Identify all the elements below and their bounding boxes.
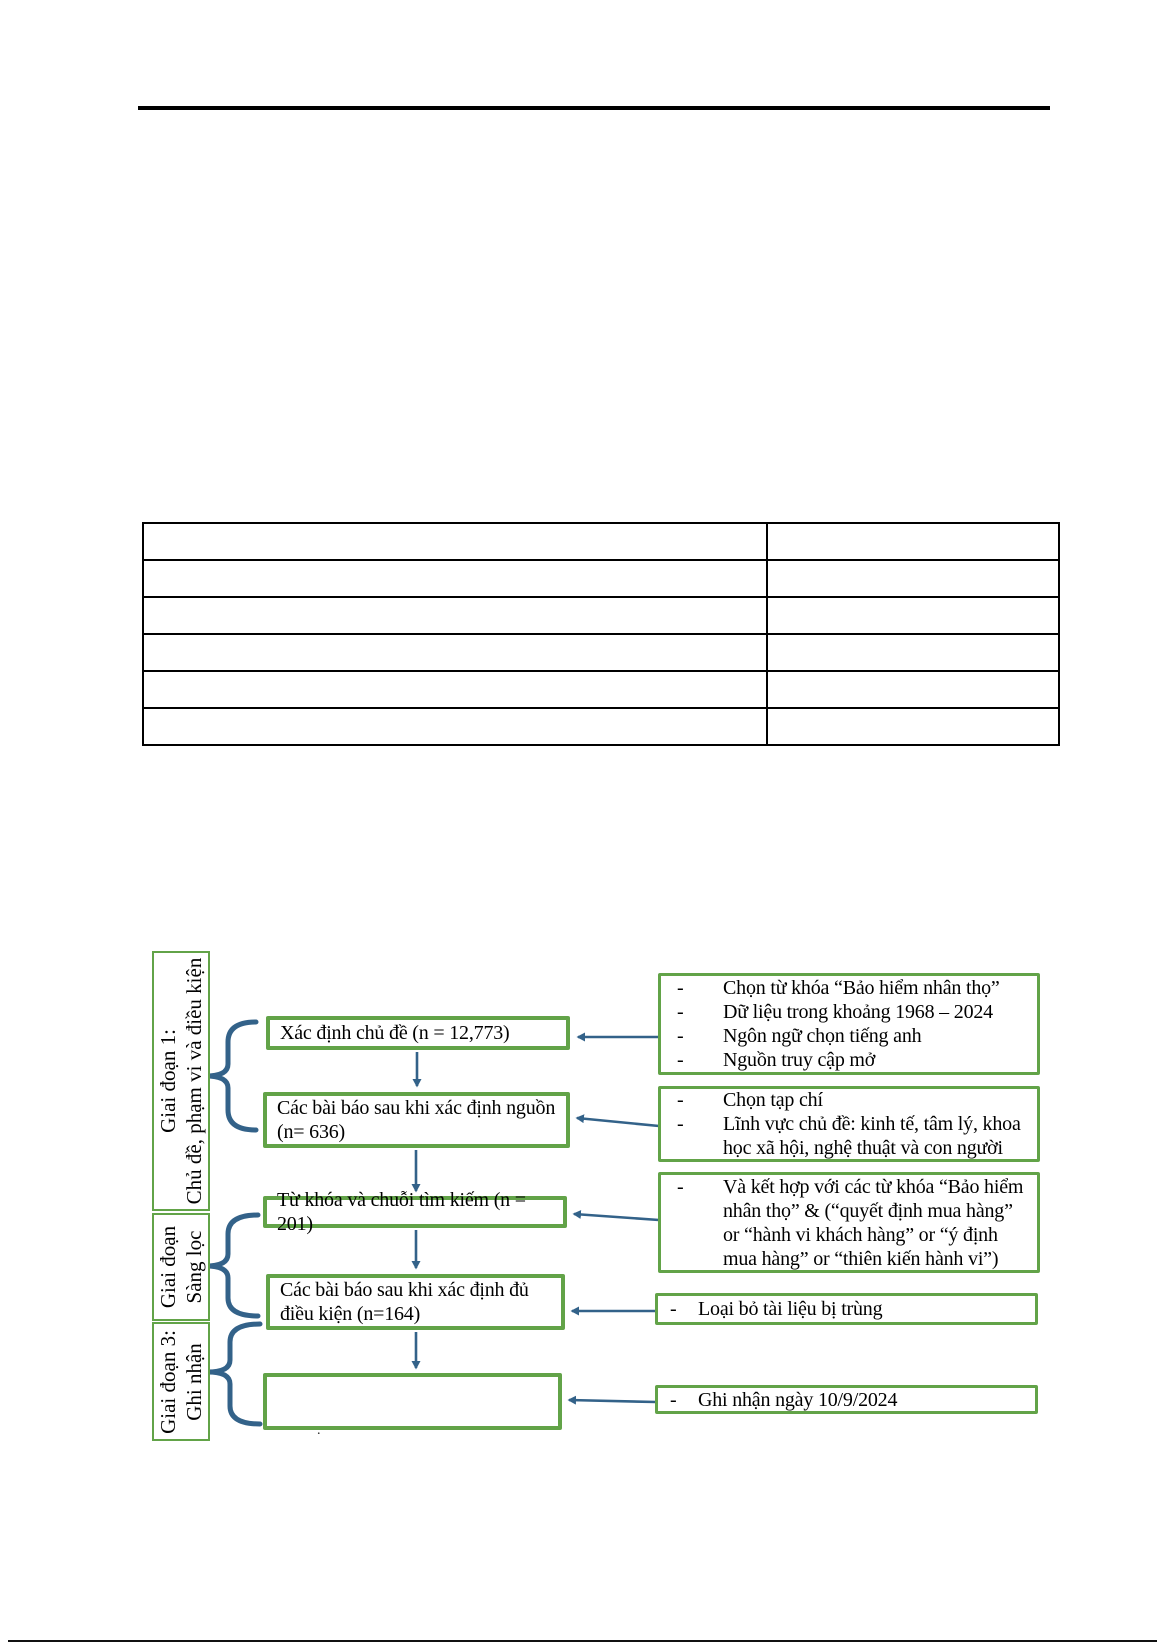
process-box-eligible <box>266 1274 565 1330</box>
empty-table <box>142 522 1060 746</box>
header-rule <box>138 106 1050 110</box>
footer-rule <box>8 1640 1157 1642</box>
criteria-item: Chọn từ khóa “Bảo hiểm nhân thọ” <box>723 977 1000 999</box>
stray-dot: . <box>317 1423 321 1438</box>
arrow-left-2 <box>577 1118 659 1126</box>
process-box-text: Các bài báo sau khi xác định nguồn (n= 636) <box>277 1097 556 1143</box>
criteria-item: Loại bỏ tài liệu bị trùng <box>698 1298 883 1320</box>
table-cell <box>767 523 1059 560</box>
table-row <box>143 708 1059 745</box>
bullet-dash: - <box>670 1298 677 1320</box>
stage-1-line-1: Giai đoạn 1: <box>156 1029 180 1133</box>
arrow-left-3 <box>574 1214 659 1220</box>
criteria-box-2 <box>658 1086 1040 1162</box>
table-row <box>143 597 1059 634</box>
stage-label-2 <box>152 1213 210 1321</box>
table-cell <box>767 708 1059 745</box>
table-cell <box>767 597 1059 634</box>
process-box-text: Từ khóa và chuỗi tìm kiếm (n = 201) <box>277 1189 526 1235</box>
table-row <box>143 560 1059 597</box>
bullet-dash: - <box>677 1025 684 1047</box>
stage-2-line-1: Giai đoạn <box>156 1225 180 1309</box>
bullet-dash: - <box>677 1175 684 1198</box>
process-box-keywords-search <box>263 1189 567 1235</box>
stage-3-line-2: Ghi nhận <box>182 1342 206 1421</box>
table-cell <box>143 708 767 745</box>
table-cell <box>143 634 767 671</box>
table-row <box>143 634 1059 671</box>
process-box-after-source <box>263 1092 570 1148</box>
table-cell <box>143 597 767 634</box>
brace-stage-2 <box>206 1215 258 1316</box>
table-cell <box>143 671 767 708</box>
criteria-item: Ngôn ngữ chọn tiếng anh <box>723 1025 922 1047</box>
stage-2-line-2: Sàng lọc <box>182 1230 206 1304</box>
table-cell <box>767 671 1059 708</box>
criteria-item: Và kết hợp với các từ khóa “Bảo hiểm nhân thọ” & (“quyết định mua hàng” or “hành vi khách hàng” or “ý định mua hàng” or “thiên kiến hành vi”) <box>723 1175 1024 1270</box>
process-box-text: Các bài báo sau khi xác định đủ điều kiện (n=164) <box>280 1279 529 1325</box>
criteria-item: Lĩnh vực chủ đề: kinh tế, tâm lý, khoa học xã hội, nghệ thuật và con người <box>723 1113 1021 1159</box>
criteria-item: Chọn tạp chí <box>723 1089 823 1111</box>
table-row <box>143 671 1059 708</box>
brace-stage-1 <box>206 1022 256 1130</box>
criteria-box-5 <box>655 1385 1038 1414</box>
bullet-dash: - <box>677 977 684 999</box>
table-cell <box>767 634 1059 671</box>
criteria-item: Dữ liệu trong khoảng 1968 – 2024 <box>723 1001 993 1023</box>
process-box-final-empty <box>263 1373 562 1438</box>
process-box-text: Xác định chủ đề (n = 12,773) <box>280 1022 510 1044</box>
table-cell <box>767 560 1059 597</box>
criteria-box-3 <box>658 1172 1040 1273</box>
table-cell <box>143 523 767 560</box>
stage-1-line-2: Chủ đề, phạm vi và điều kiện <box>182 957 206 1205</box>
bullet-dash: - <box>670 1388 677 1411</box>
bullet-dash: - <box>677 1113 684 1135</box>
stage-3-line-1: Giai đoạn 3: <box>156 1329 180 1434</box>
criteria-item: Nguồn truy cập mở <box>723 1049 876 1071</box>
bullet-dash: - <box>677 1089 684 1111</box>
stage-label-3 <box>152 1322 210 1441</box>
table-row <box>143 523 1059 560</box>
process-box-identify-topic <box>266 1016 570 1050</box>
stage-label-1 <box>152 951 210 1211</box>
arrow-left-5 <box>569 1400 656 1402</box>
brace-stage-3 <box>208 1324 260 1424</box>
criteria-item: Ghi nhận ngày 10/9/2024 <box>698 1388 898 1411</box>
bullet-dash: - <box>677 1049 684 1071</box>
bullet-dash: - <box>677 1001 684 1023</box>
criteria-box-4 <box>655 1293 1038 1325</box>
table-cell <box>143 560 767 597</box>
criteria-box-1 <box>658 973 1040 1075</box>
